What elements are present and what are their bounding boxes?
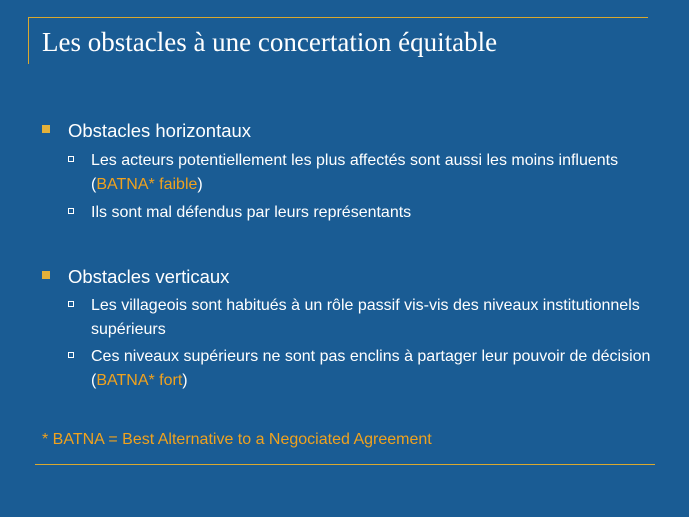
bullet-item [68, 294, 658, 342]
batna-strong-highlight: BATNA* fort [96, 372, 183, 389]
hollow-square-bullet-icon [68, 352, 74, 358]
section-heading-text: Obstacles verticaux [68, 266, 230, 287]
title-frame-top-rule [28, 17, 648, 18]
bottom-rule [35, 464, 655, 465]
batna-weak-highlight: BATNA* faible [96, 176, 198, 193]
bullet-item [68, 201, 658, 225]
bullet-item-text: Ces niveaux supérieurs ne sont pas enclins à partager leur pouvoir de décision (BATNA* fort) [91, 348, 651, 389]
bullet-item-text: Les villageois sont habitués à un rôle passif vis-vis des niveaux institutionnels supérieurs [91, 297, 640, 338]
bullet-item [68, 345, 658, 393]
bullet-item-text: Les acteurs potentiellement les plus affectés sont aussi les moins influents (BATNA* faible) [91, 152, 619, 193]
bullet-item [68, 149, 658, 197]
slide-title: Les obstacles à une concertation équitable [42, 27, 498, 57]
title-frame-left-rule [28, 17, 29, 64]
bullet-item-text: Ils sont mal défendus par leurs représentants [91, 204, 412, 221]
hollow-square-bullet-icon [68, 208, 74, 214]
batna-footnote: * BATNA = Best Alternative to a Negociated Agreement [42, 431, 432, 448]
hollow-square-bullet-icon [68, 301, 74, 307]
section-heading-text: Obstacles horizontaux [68, 120, 252, 141]
square-bullet-icon [42, 125, 50, 133]
square-bullet-icon [42, 271, 50, 279]
hollow-square-bullet-icon [68, 156, 74, 162]
